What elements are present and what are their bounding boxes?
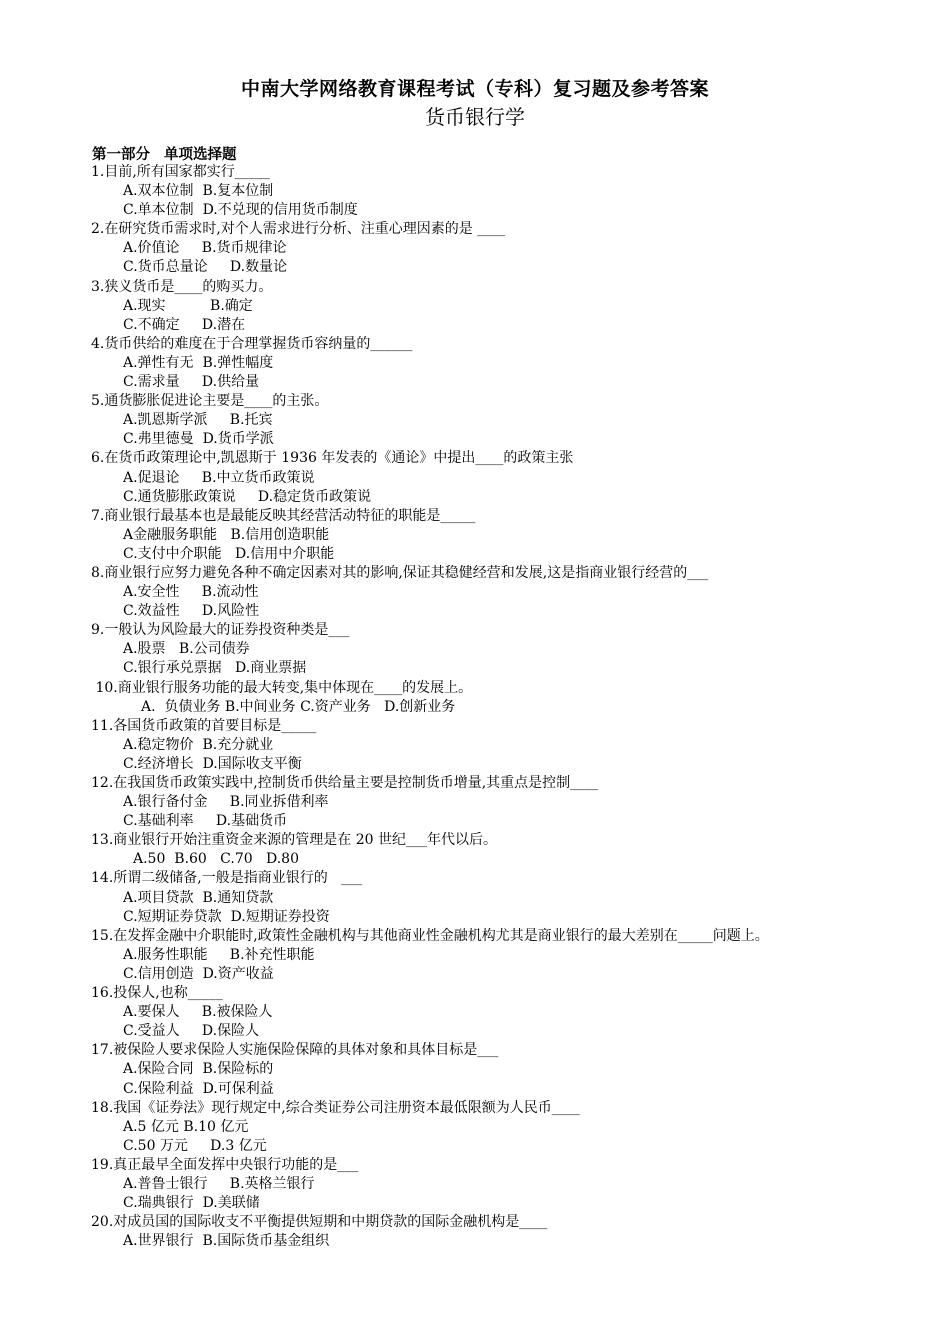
answer-options: C.效益性 D.风险性 [123, 603, 260, 620]
question-stem: 1.目前,所有国家都实行_____ [91, 164, 270, 180]
section-name: 单项选择题 [164, 147, 237, 163]
answer-options: C.经济增长 D.国际收支平衡 [123, 755, 302, 772]
answer-options: C.弗里德曼 D.货币学派 [123, 431, 274, 448]
question-stem: 17.被保险人要求保险人实施保险保障的具体对象和具体目标是___ [91, 1042, 499, 1059]
answer-options: A.双本位制 B.复本位制 [123, 183, 274, 200]
question-stem: 8.商业银行应努力避免各种不确定因素对其的影响,保证其稳健经营和发展,这是指商业银行经营的___ [91, 564, 709, 581]
answer-options: C.单本位制 D.不兑现的信用货币制度 [123, 202, 358, 219]
answer-options: C.不确定 D.潜在 [123, 316, 246, 333]
subject-title: 货币银行学 [425, 105, 525, 129]
answer-options: A.现实 B.确定 [123, 297, 253, 314]
question-stem: 20.对成员国的国际收支不平衡提供短期和中期贷款的国际金融机构是____ [91, 1214, 548, 1231]
section-heading [92, 143, 237, 164]
question-stem: 18.我国《证券法》现行规定中,综合类证券公司注册资本最低限额为人民币____ [91, 1099, 580, 1116]
answer-options: A.价值论 B.货币规律论 [123, 240, 287, 257]
answer-options: C.支付中介职能 D.信用中介职能 [123, 545, 335, 562]
question-stem: 15.在发挥金融中介职能时,政策性金融机构与其他商业性金融机构尤其是商业银行的最大差别在_____问题上。 [91, 927, 769, 944]
answer-options: A.要保人 B.被保险人 [123, 1004, 273, 1021]
question-stem: 16.投保人,也称_____ [91, 985, 223, 1002]
question-stem: 19.真正最早全面发挥中央银行功能的是___ [91, 1156, 359, 1173]
answer-options: C.基础利率 D.基础货币 [123, 813, 288, 830]
question-stem: 7.商业银行最基本也是最能反映其经营活动特征的职能是_____ [91, 507, 476, 524]
answer-options: A.弹性有无 B.弹性幅度 [123, 354, 274, 371]
question-stem: 13.商业银行开始注重资金来源的管理是在 20 世纪___年代以后。 [91, 832, 497, 849]
question-stem: 3.狭义货币是____的购买力。 [91, 278, 273, 295]
answer-options: A.银行备付金 B.同业拆借利率 [123, 794, 329, 811]
question-stem: 2.在研究货币需求时,对个人需求进行分析、注重心理因素的是 ____ [91, 221, 506, 238]
answer-options: A金融服务职能 B.信用创造职能 [123, 526, 330, 543]
section-part: 第一部分 [92, 147, 150, 163]
answer-options: C.保险利益 D.可保利益 [123, 1080, 274, 1097]
question-stem: 10.商业银行服务功能的最大转变,集中体现在____的发展上。 [91, 679, 473, 696]
answer-options: C.短期证券贷款 D.短期证券投资 [123, 908, 330, 925]
question-stem: 4.货币供给的难度在于合理掌握货币容纳量的______ [91, 335, 413, 352]
answer-options: A.普鲁士银行 B.英格兰银行 [123, 1175, 315, 1192]
question-list [91, 163, 891, 1251]
answer-options: C.50 万元 D.3 亿元 [123, 1137, 267, 1154]
answer-options: A.服务性职能 B.补充性职能 [123, 946, 315, 963]
question-stem: 6.在货币政策理论中,凯恩斯于 1936 年发表的《通论》中提出____的政策主张 [91, 450, 574, 467]
answer-options: A.安全性 B.流动性 [123, 584, 259, 601]
document-title: 中南大学网络教育课程考试（专科）复习题及参考答案 [240, 78, 709, 100]
answer-options: A.稳定物价 B.充分就业 [123, 736, 274, 753]
answer-options: A.50 B.60 C.70 D.80 [133, 851, 299, 868]
answer-options: A.世界银行 B.国际货币基金组织 [123, 1233, 330, 1250]
question-stem: 11.各国货币政策的首要目标是_____ [91, 717, 317, 734]
answer-options: A. 负债业务 B.中间业务 C.资产业务 D.创新业务 [141, 698, 456, 715]
question-stem: 14.所谓二级储备,一般是指商业银行的 ___ [91, 870, 363, 887]
question-stem: 5.通货膨胀促进论主要是____的主张。 [91, 393, 329, 410]
answer-options: C.通货膨胀政策说 D.稳定货币政策说 [123, 488, 372, 505]
answer-options: A.股票 B.公司债券 [123, 641, 250, 658]
answer-options: A.促退论 B.中立货币政策说 [123, 469, 315, 486]
answer-options: C.受益人 D.保险人 [123, 1023, 260, 1040]
answer-options: C.瑞典银行 D.美联储 [123, 1195, 260, 1212]
answer-options: C.需求量 D.供给量 [123, 374, 260, 391]
answer-options: A.项目贷款 B.通知贷款 [123, 889, 274, 906]
answer-options: C.银行承兑票据 D.商业票据 [123, 660, 307, 677]
question-stem: 9.一般认为风险最大的证券投资种类是___ [91, 622, 350, 639]
answer-options: A.保险合同 B.保险标的 [123, 1061, 274, 1078]
answer-options: A.5 亿元 B.10 亿元 [123, 1118, 249, 1135]
answer-options: C.货币总量论 D.数量论 [123, 259, 288, 276]
question-stem: 12.在我国货币政策实践中,控制货币供给量主要是控制货币增量,其重点是控制____ [91, 775, 599, 791]
answer-options: A.凯恩斯学派 B.托宾 [123, 412, 273, 429]
answer-options: C.信用创造 D.资产收益 [123, 965, 274, 982]
